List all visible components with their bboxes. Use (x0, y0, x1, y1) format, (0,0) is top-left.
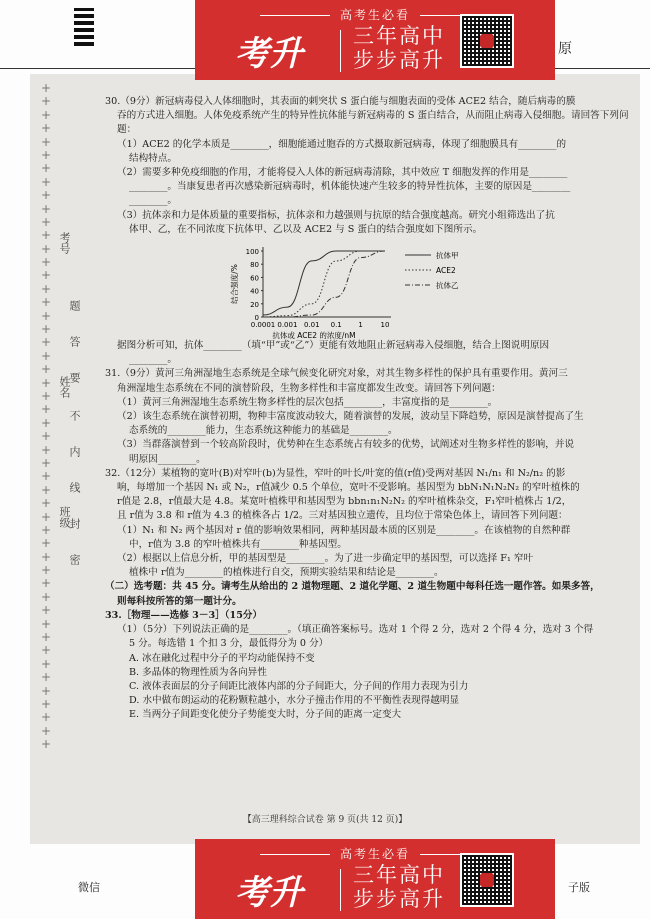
margin-label-mi: 密 (68, 554, 81, 565)
edge-text-top-right: 原 (558, 41, 572, 57)
q30-part3-b: 体甲、乙，在不同浓度下抗体甲、乙以及 ACE2 与 S 蛋白的结合强度如下图所示。 (129, 223, 483, 235)
margin-plus-mark: + (40, 268, 52, 283)
exam-content (105, 95, 633, 723)
margin-plus-mark: + (40, 522, 52, 537)
margin-label-nei: 内 (68, 446, 81, 457)
slogan-line2-bottom: 步步高升 (353, 887, 445, 911)
margin-plus-mark: + (40, 147, 52, 162)
margin-plus-mark: + (40, 469, 52, 484)
margin-plus-mark: + (40, 496, 52, 511)
top-banner (0, 0, 650, 80)
q31-part3-a: （3）当群落演替到一个较高阶段时，优势种在生态系统占有较多的优势，试阐述对生物多样性的影响，并说 (117, 439, 575, 451)
margin-plus-mark: + (40, 683, 52, 698)
q32-part2-b: 植株中 r值为________的植株进行自交，预期实验结果和结论是________。 (129, 567, 444, 579)
slogan-line2: 步步高升 (353, 48, 445, 72)
q32-stem-line2: 响，每增加一个基因 N₁ 或 N₂，r值减少 0.5 个单位，宽叶不受影响。基因型为 bbN₁N₁N₂N₂ 的窄叶植株的 (117, 482, 580, 494)
banner-subtitle-bottom: 高考生必看 (195, 845, 555, 862)
x-tick-label: 0.001 (277, 321, 298, 330)
margin-plus-mark: + (40, 455, 52, 470)
x-tick-label: 0.0001 (250, 321, 276, 330)
margin-plus-mark: + (40, 134, 52, 149)
margin-label-bu: 不 (68, 410, 81, 421)
margin-plus-mark: + (40, 295, 52, 310)
q33-part1-a: （1）（5分）下列说法正确的是________。（填正确答案标号。选对 1 个得 2 分，选对 2 个得 4 分，选对 3 个得 (117, 624, 594, 636)
margin-plus-mark: + (40, 442, 52, 457)
banner-slogan (353, 24, 445, 72)
margin-plus-mark: + (40, 255, 52, 270)
margin-plus-mark: + (40, 121, 52, 136)
q30-part1-a: （1）ACE2 的化学本质是________，细胞能通过胞吞的方式摄取新冠病毒，体现了细胞膜具有________的 (117, 138, 567, 150)
margin-plus-mark: + (40, 281, 52, 296)
y-tick-label: 40 (250, 287, 259, 296)
legend-label-0: 抗体甲 (436, 251, 459, 261)
binding-margin-plus-column (40, 82, 52, 752)
margin-label-feng: 封 (68, 518, 81, 529)
q30-part3-a: （3）抗体亲和力是体质量的重要指标，抗体亲和力越强则与抗原的结合强度越高。研究小组筛选出了抗 (117, 209, 555, 221)
margin-label-name: 姓名 (58, 376, 71, 398)
q30-part3-d: ________。 (129, 354, 177, 366)
margin-plus-mark: + (40, 630, 52, 645)
margin-plus-mark: + (40, 388, 52, 403)
page-footer: 【高三理科综合试卷 第 9 页(共 12 页)】 (242, 815, 408, 825)
section-elective (105, 580, 633, 608)
margin-plus-mark: + (40, 536, 52, 551)
margin-plus-mark: + (40, 415, 52, 430)
q32-part1-b: 中，r值为 3.8 的窄叶植株共有________种基因型。 (129, 538, 347, 550)
series-line-1 (263, 251, 385, 317)
margin-plus-mark: + (40, 322, 52, 337)
series-line-2 (263, 251, 385, 317)
x-tick-label: 0.01 (304, 321, 320, 330)
x-axis-title: 抗体或 ACE2 的浓度/nM (272, 331, 356, 340)
margin-plus-mark: + (40, 549, 52, 564)
q32-part1-a: （1）N₁ 和 N₂ 两个基因对 r 值的影响效果相同，两种基因最本质的区别是________。在该植物的自然种群 (117, 524, 571, 536)
q32-part2-a: （2）根据以上信息分析，甲的基因型是________。为了进一步确定甲的基因型，可以选择 F₁ 窄叶 (117, 553, 534, 565)
q32-stem-line1: 32.（12分）某植物的宽叶(B)对窄叶(b)为显性，窄叶的叶长/叶宽的值(r值)受两对基因 N₁/n₁ 和 N₂/n₂ 的影 (105, 467, 566, 479)
legend-label-2: 抗体乙 (436, 281, 459, 291)
margin-plus-mark: + (40, 429, 52, 444)
margin-plus-mark: + (40, 241, 52, 256)
margin-plus-mark: + (40, 603, 52, 618)
margin-plus-mark: + (40, 656, 52, 671)
banner-subtitle: 高考生必看 (195, 6, 555, 23)
margin-label-exam-number: 考号 (58, 232, 71, 254)
x-tick-label: 0.1 (330, 321, 342, 330)
slogan-line1-bottom: 三年高中 (353, 863, 445, 887)
banner-slogan-bottom (353, 863, 445, 911)
margin-label-class: 班级 (58, 506, 71, 528)
binding-strength-chart (105, 239, 633, 339)
margin-plus-mark: + (40, 576, 52, 591)
margin-plus-mark: + (40, 107, 52, 122)
margin-plus-mark: + (40, 348, 52, 363)
margin-plus-mark: + (40, 94, 52, 109)
margin-plus-mark: + (40, 616, 52, 631)
question-30 (105, 95, 633, 367)
qr-code-icon-bottom[interactable] (460, 853, 514, 907)
q31-stem-line1: 31.（9分）黄河三角洲湿地生态系统是全球气候变化研究对象，对其生物多样性的保护具有重要作用。黄河三 (105, 368, 568, 380)
margin-plus-mark: + (40, 589, 52, 604)
margin-label-xian: 线 (68, 482, 81, 493)
edge-text-bottom-right: 子版 (568, 881, 590, 894)
q31-part2-b: 态系统的________能力，生态系统这种能力的基础是________。 (129, 425, 398, 437)
margin-label-yao: 要 (68, 372, 81, 383)
chart-svg (105, 239, 633, 339)
q33-option-a: A. 冰在融化过程中分子的平均动能保持不变 (129, 652, 315, 664)
legend-label-1: ACE2 (436, 266, 456, 276)
q33-option-e: E. 当两分子间距变化使分子势能变大时，分子间的距离一定变大 (129, 709, 402, 721)
margin-plus-mark: + (40, 670, 52, 685)
question-32 (105, 467, 633, 581)
margin-plus-mark: + (40, 482, 52, 497)
margin-plus-mark: + (40, 308, 52, 323)
margin-plus-mark: + (40, 214, 52, 229)
margin-plus-mark: + (40, 696, 52, 711)
q30-part1-b: 结构特点。 (129, 152, 177, 164)
banner-logo-bottom: 考升 (235, 873, 303, 913)
margin-plus-mark: + (40, 402, 52, 417)
edge-text-bottom-left: 微信 (78, 881, 100, 894)
margin-label-da: 答 (68, 336, 81, 347)
q33-title: 33.［物理——选修 3－3］（15分） (105, 609, 263, 621)
x-tick-label: 1 (358, 321, 363, 330)
margin-plus-mark: + (40, 563, 52, 578)
q33-option-c: C. 液体表面层的分子间距比液体内部的分子间距大，分子间的作用力表现为引力 (129, 680, 469, 692)
q31-part2-a: （2）该生态系统在演替初期，物种丰富度波动较大，随着演替的发展，波动呈下降趋势，原因是演替提高了生 (117, 411, 584, 423)
y-tick-label: 0 (254, 314, 259, 323)
y-axis-title: 结合强度/% (230, 264, 239, 304)
banner-divider (340, 30, 341, 72)
qr-code-icon[interactable] (460, 14, 514, 68)
banner-logo: 考升 (235, 34, 303, 74)
margin-plus-mark: + (40, 375, 52, 390)
q30-stem-line2: 吞的方式进入细胞。人体免疫系统产生的特异性抗体能与新冠病毒的 S 蛋白结合，从而阻止病毒入侵细胞。请回答下列问题： (117, 110, 629, 136)
margin-plus-mark: + (40, 737, 52, 752)
x-tick-label: 10 (380, 321, 390, 330)
margin-plus-mark: + (40, 188, 52, 203)
y-tick-label: 100 (245, 248, 259, 257)
q31-part3-b: 明原因________。 (129, 453, 206, 465)
section2-line2: 则每科按所答的第一题计分。 (117, 595, 242, 607)
y-tick-label: 60 (250, 274, 259, 283)
margin-label-ti: 题 (68, 300, 81, 311)
question-31 (105, 367, 633, 466)
q33-option-d: D. 水中做布朗运动的花粉颗粒越小，水分子撞击作用的不平衡性表现得越明显 (129, 695, 460, 707)
question-33 (105, 609, 633, 723)
q31-stem-line2: 角洲湿地生态系统在不同的演替阶段，生物多样性和丰富度都发生改变。请回答下列问题： (117, 382, 501, 394)
y-tick-label: 20 (250, 300, 259, 309)
q33-part1-b: 5 分。每选错 1 个扣 3 分，最低得分为 0 分） (129, 638, 329, 650)
q30-part2-b: ________。当康复患者再次感染新冠病毒时，机体能快速产生较多的特异性抗体，主要的原因是________ (129, 181, 571, 193)
margin-plus-mark: + (40, 201, 52, 216)
slogan-line1: 三年高中 (353, 24, 445, 48)
margin-plus-mark: + (40, 723, 52, 738)
banner-divider-bottom (340, 869, 341, 911)
q32-stem-line3: r值是 2.8，r值最大是 4.8。某宽叶植株甲和基因型为 bbn₁n₁N₂N₂ 的窄叶植株杂交，F₁窄叶植株占 1/2， (117, 496, 572, 508)
margin-plus-mark: + (40, 710, 52, 725)
margin-plus-mark: + (40, 362, 52, 377)
margin-plus-mark: + (40, 81, 52, 95)
section2-line1: （二）选考题：共 45 分。请考生从给出的 2 道物理题、2 道化学题、2 道生物题中每科任选一题作答。如果多答， (105, 581, 600, 593)
margin-plus-mark: + (40, 161, 52, 176)
margin-plus-mark: + (40, 643, 52, 658)
margin-plus-mark: + (40, 335, 52, 350)
q30-part3-c: 据图分析可知，抗体________（填“甲”或“乙”）更能有效地阻止新冠病毒入侵细胞，结合上图说明原因 (117, 340, 550, 352)
q32-stem-line4: 且 r值为 3.8 和 r值为 4.3 的植株各占 1/2。三对基因独立遗传，且均位于常染色体上，请回答下列问题： (117, 510, 568, 522)
margin-plus-mark: + (40, 509, 52, 524)
q31-part1: （1）黄河三角洲湿地生态系统生物多样性的层次包括________，丰富度指的是________。 (117, 396, 498, 408)
q30-part2-c: ________。 (129, 195, 177, 207)
margin-plus-mark: + (40, 174, 52, 189)
q30-stem-line1: 30.（9分）新冠病毒侵入人体细胞时，其表面的刺突状 S 蛋白能与细胞表面的受体 ACE2 结合，随后病毒的膜 (105, 96, 576, 107)
q30-part2-a: （2）需要多种免疫细胞的作用，才能将侵入人体的新冠病毒清除，其中效应 T 细胞发挥的作用是________ (117, 167, 568, 179)
y-tick-label: 80 (250, 261, 259, 270)
q33-option-b: B. 多晶体的物理性质为各向异性 (129, 666, 267, 678)
margin-plus-mark: + (40, 228, 52, 243)
